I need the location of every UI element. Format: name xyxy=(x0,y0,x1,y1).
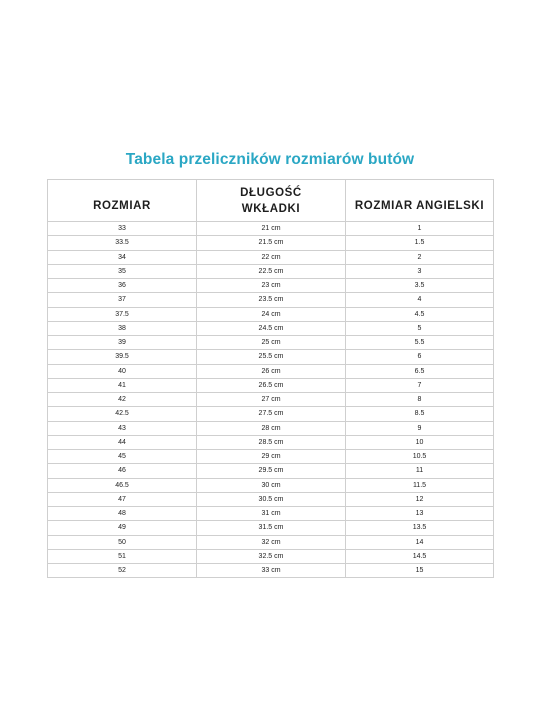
header-insole-length xyxy=(197,180,346,222)
cell-size: 49 xyxy=(48,521,197,535)
cell-insole-length: 24.5 cm xyxy=(197,321,346,335)
cell-insole-length: 22.5 cm xyxy=(197,264,346,278)
cell-size: 41 xyxy=(48,378,197,392)
table-row xyxy=(48,478,494,492)
cell-uk-size: 1 xyxy=(346,222,494,236)
table-row xyxy=(48,393,494,407)
cell-size: 43 xyxy=(48,421,197,435)
cell-uk-size: 6.5 xyxy=(346,364,494,378)
size-conversion-table xyxy=(47,179,494,578)
cell-size: 40 xyxy=(48,364,197,378)
table-row xyxy=(48,464,494,478)
header-insole-length-line1: DŁUGOŚĆ xyxy=(240,186,302,199)
cell-insole-length: 31.5 cm xyxy=(197,521,346,535)
table-row xyxy=(48,279,494,293)
cell-uk-size: 5 xyxy=(346,321,494,335)
cell-insole-length: 29.5 cm xyxy=(197,464,346,478)
cell-size: 37 xyxy=(48,293,197,307)
cell-uk-size: 10.5 xyxy=(346,450,494,464)
cell-insole-length: 27 cm xyxy=(197,393,346,407)
cell-insole-length: 21.5 cm xyxy=(197,236,346,250)
cell-size: 33 xyxy=(48,222,197,236)
cell-uk-size: 11 xyxy=(346,464,494,478)
header-uk-size xyxy=(346,180,494,222)
cell-size: 47 xyxy=(48,492,197,506)
cell-insole-length: 22 cm xyxy=(197,250,346,264)
table-title: Tabela przeliczników rozmiarów butów xyxy=(125,151,415,168)
cell-insole-length: 32.5 cm xyxy=(197,549,346,563)
cell-uk-size: 8.5 xyxy=(346,407,494,421)
header-size xyxy=(48,180,197,222)
cell-insole-length: 26.5 cm xyxy=(197,378,346,392)
cell-size: 46.5 xyxy=(48,478,197,492)
cell-uk-size: 13 xyxy=(346,507,494,521)
table-row xyxy=(48,378,494,392)
table-body xyxy=(48,222,494,578)
cell-uk-size: 7 xyxy=(346,378,494,392)
header-uk-size-label: ROZMIAR ANGIELSKI xyxy=(354,199,485,212)
cell-size: 39 xyxy=(48,336,197,350)
table-row xyxy=(48,407,494,421)
cell-size: 52 xyxy=(48,564,197,578)
cell-uk-size: 10 xyxy=(346,435,494,449)
cell-size: 50 xyxy=(48,535,197,549)
table-row xyxy=(48,321,494,335)
table-row xyxy=(48,307,494,321)
cell-uk-size: 14 xyxy=(346,535,494,549)
cell-size: 48 xyxy=(48,507,197,521)
table-row xyxy=(48,222,494,236)
cell-uk-size: 15 xyxy=(346,564,494,578)
table-row xyxy=(48,450,494,464)
cell-insole-length: 25.5 cm xyxy=(197,350,346,364)
table-row xyxy=(48,350,494,364)
cell-size: 39.5 xyxy=(48,350,197,364)
table-row xyxy=(48,535,494,549)
cell-uk-size: 13.5 xyxy=(346,521,494,535)
cell-size: 35 xyxy=(48,264,197,278)
table-row xyxy=(48,250,494,264)
cell-size: 51 xyxy=(48,549,197,563)
cell-size: 38 xyxy=(48,321,197,335)
cell-insole-length: 25 cm xyxy=(197,336,346,350)
cell-uk-size: 4 xyxy=(346,293,494,307)
cell-insole-length: 23.5 cm xyxy=(197,293,346,307)
cell-size: 46 xyxy=(48,464,197,478)
cell-size: 36 xyxy=(48,279,197,293)
cell-size: 45 xyxy=(48,450,197,464)
cell-size: 34 xyxy=(48,250,197,264)
cell-insole-length: 21 cm xyxy=(197,222,346,236)
cell-insole-length: 29 cm xyxy=(197,450,346,464)
table-row xyxy=(48,549,494,563)
cell-size: 33.5 xyxy=(48,236,197,250)
cell-size: 42.5 xyxy=(48,407,197,421)
header-size-label: ROZMIAR xyxy=(93,199,151,212)
cell-size: 37.5 xyxy=(48,307,197,321)
table-row xyxy=(48,435,494,449)
table-row xyxy=(48,336,494,350)
cell-uk-size: 11.5 xyxy=(346,478,494,492)
cell-uk-size: 1.5 xyxy=(346,236,494,250)
table-row xyxy=(48,492,494,506)
table-row xyxy=(48,564,494,578)
cell-insole-length: 30 cm xyxy=(197,478,346,492)
cell-uk-size: 3.5 xyxy=(346,279,494,293)
cell-insole-length: 31 cm xyxy=(197,507,346,521)
cell-uk-size: 3 xyxy=(346,264,494,278)
cell-size: 42 xyxy=(48,393,197,407)
table-row xyxy=(48,264,494,278)
table-row xyxy=(48,236,494,250)
cell-insole-length: 27.5 cm xyxy=(197,407,346,421)
table-row xyxy=(48,507,494,521)
cell-insole-length: 28 cm xyxy=(197,421,346,435)
cell-insole-length: 26 cm xyxy=(197,364,346,378)
table-row xyxy=(48,421,494,435)
table-row xyxy=(48,364,494,378)
cell-uk-size: 9 xyxy=(346,421,494,435)
cell-uk-size: 8 xyxy=(346,393,494,407)
header-insole-length-label xyxy=(240,185,302,217)
cell-uk-size: 14.5 xyxy=(346,549,494,563)
table-row xyxy=(48,293,494,307)
cell-insole-length: 24 cm xyxy=(197,307,346,321)
cell-insole-length: 32 cm xyxy=(197,535,346,549)
cell-uk-size: 4.5 xyxy=(346,307,494,321)
cell-insole-length: 23 cm xyxy=(197,279,346,293)
cell-insole-length: 30.5 cm xyxy=(197,492,346,506)
cell-uk-size: 6 xyxy=(346,350,494,364)
cell-size: 44 xyxy=(48,435,197,449)
cell-uk-size: 12 xyxy=(346,492,494,506)
header-insole-length-line2: WKŁADKI xyxy=(241,202,301,215)
cell-uk-size: 5.5 xyxy=(346,336,494,350)
cell-insole-length: 33 cm xyxy=(197,564,346,578)
header-row xyxy=(48,180,494,222)
cell-uk-size: 2 xyxy=(346,250,494,264)
cell-insole-length: 28.5 cm xyxy=(197,435,346,449)
table-row xyxy=(48,521,494,535)
